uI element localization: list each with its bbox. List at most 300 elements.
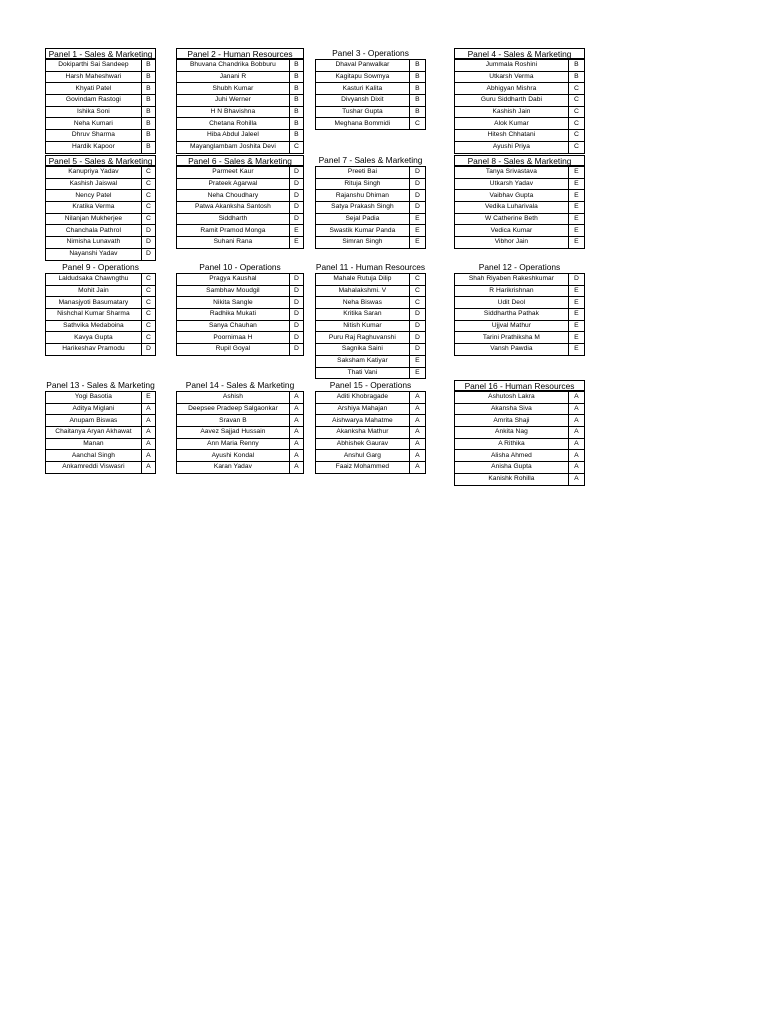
table-row (316, 237, 426, 249)
candidate-name-cell[interactable]: R Harikrishnan (455, 285, 569, 297)
slot-cell[interactable]: D (289, 167, 303, 179)
table-row (177, 118, 304, 130)
candidate-name-cell[interactable]: Dhruv Sharma (46, 130, 142, 142)
candidate-name-cell[interactable]: Neha Choudhary (177, 190, 290, 202)
table-row (316, 274, 426, 286)
table-row (316, 213, 426, 225)
panel-title: Panel 11 - Human Resources (315, 262, 426, 272)
candidate-name-cell[interactable]: Chanchala Pathrol (46, 225, 142, 237)
slot-cell[interactable]: E (409, 237, 425, 249)
slot-cell[interactable]: C (568, 130, 584, 142)
slot-cell[interactable]: A (568, 415, 584, 427)
slot-cell[interactable]: A (289, 392, 303, 404)
slot-cell[interactable]: B (409, 83, 425, 95)
slot-cell[interactable]: B (289, 83, 303, 95)
candidate-name-cell[interactable]: Swastik Kumar Panda (316, 225, 410, 237)
candidate-name-cell[interactable]: Vedika Luharivala (455, 202, 569, 214)
panel-table (45, 59, 156, 154)
candidate-name-cell[interactable]: Tanya Srivastava (455, 167, 569, 179)
candidate-name-cell[interactable]: Nimisha Lunavath (46, 237, 142, 249)
slot-cell[interactable]: A (409, 403, 425, 415)
panel-title: Panel 10 - Operations (199, 262, 281, 272)
candidate-name-cell[interactable]: Harsh Maheshwari (46, 71, 142, 83)
slot-cell[interactable]: B (289, 71, 303, 83)
slot-cell[interactable]: D (409, 320, 425, 332)
candidate-name-cell[interactable]: Meghana Bommidi (316, 118, 410, 130)
candidate-name-cell[interactable]: Divyansh Dixit (316, 95, 410, 107)
panel-title: Panel 5 - Sales & Marketing (45, 155, 156, 166)
table-row (455, 60, 585, 72)
candidate-name-cell[interactable]: Akansha Siva (455, 403, 569, 415)
candidate-name-cell[interactable]: Rituja Singh (316, 178, 410, 190)
panel-14 (176, 380, 304, 474)
candidate-name-cell[interactable]: Arshiya Mahajan (316, 403, 410, 415)
panel-title: Panel 16 - Human Resources (454, 380, 585, 391)
candidate-name-cell[interactable]: Ashutosh Lakra (455, 392, 569, 404)
slot-cell[interactable]: B (289, 95, 303, 107)
candidate-name-cell[interactable]: Prateek Agarwal (177, 178, 290, 190)
candidate-name-cell[interactable]: Kanupriya Yadav (46, 167, 142, 179)
candidate-name-cell[interactable]: Nayanshi Yadav (46, 248, 142, 260)
candidate-name-cell[interactable]: Manasjyoti Basumatary (46, 297, 142, 309)
candidate-name-cell[interactable]: Alok Kumar (455, 118, 569, 130)
candidate-name-cell[interactable]: Juhi Werner (177, 95, 290, 107)
candidate-name-cell[interactable]: Rupil Goyal (177, 344, 290, 356)
slot-cell[interactable]: B (568, 60, 584, 72)
slot-cell[interactable]: E (409, 355, 425, 367)
table-row (455, 202, 585, 214)
candidate-name-cell[interactable]: H N Bhavishna (177, 106, 290, 118)
table-row (316, 71, 426, 83)
table-row (316, 392, 426, 404)
panel-9 (45, 262, 156, 356)
slot-cell[interactable]: D (409, 344, 425, 356)
slot-cell[interactable]: D (409, 332, 425, 344)
slot-cell[interactable]: C (141, 285, 155, 297)
slot-cell[interactable]: E (409, 225, 425, 237)
candidate-name-cell[interactable]: Pragya Kaushal (177, 274, 290, 286)
slot-cell[interactable]: D (289, 285, 303, 297)
candidate-name-cell[interactable]: Vedica Kumar (455, 225, 569, 237)
slot-cell[interactable]: D (409, 202, 425, 214)
candidate-name-cell[interactable]: Yogi Basotia (46, 392, 142, 404)
slot-cell[interactable]: D (289, 344, 303, 356)
table-row (316, 367, 426, 379)
table-row (316, 285, 426, 297)
slot-cell[interactable]: A (141, 450, 155, 462)
candidate-name-cell[interactable]: Ayushi Priya (455, 141, 569, 153)
candidate-name-cell[interactable]: Kashish Jain (455, 106, 569, 118)
slot-cell[interactable]: E (568, 309, 584, 321)
slot-cell[interactable]: D (289, 309, 303, 321)
candidate-name-cell[interactable]: Simran Singh (316, 237, 410, 249)
candidate-name-cell[interactable]: Dhaval Panwalkar (316, 60, 410, 72)
table-row (316, 450, 426, 462)
candidate-name-cell[interactable]: Sathvika Medaboina (46, 320, 142, 332)
candidate-name-cell[interactable]: Mahalakshmi. V (316, 285, 410, 297)
panel-table (454, 59, 585, 154)
candidate-name-cell[interactable]: Radhika Mukati (177, 309, 290, 321)
panel-title: Panel 13 - Sales & Marketing (46, 380, 155, 390)
slot-cell[interactable]: A (141, 427, 155, 439)
candidate-name-cell[interactable]: Tushar Gupta (316, 106, 410, 118)
candidate-name-cell[interactable]: Ann Maria Renny (177, 438, 290, 450)
table-row (177, 462, 304, 474)
candidate-name-cell[interactable]: Ankita Nag (455, 427, 569, 439)
slot-cell[interactable]: E (568, 167, 584, 179)
candidate-name-cell[interactable]: Kavya Gupta (46, 332, 142, 344)
slot-cell[interactable]: A (289, 462, 303, 474)
table-row (46, 71, 156, 83)
panel-table (176, 273, 304, 356)
candidate-name-cell[interactable]: Vansh Pawdia (455, 344, 569, 356)
table-row (177, 309, 304, 321)
table-row (455, 392, 585, 404)
table-row (455, 274, 585, 286)
candidate-name-cell[interactable]: Anisha Gupta (455, 462, 569, 474)
candidate-name-cell[interactable]: Neha Biswas (316, 297, 410, 309)
candidate-name-cell[interactable]: Mayanglambam Joshita Devi (177, 141, 290, 153)
slot-cell[interactable]: B (568, 71, 584, 83)
candidate-name-cell[interactable]: Preeti Bai (316, 167, 410, 179)
slot-cell[interactable]: C (141, 297, 155, 309)
table-row (46, 190, 156, 202)
table-row (455, 285, 585, 297)
candidate-name-cell[interactable]: Ramit Pramod Monga (177, 225, 290, 237)
candidate-name-cell[interactable]: Aavez Sajjad Hussain (177, 427, 290, 439)
slot-cell[interactable]: E (409, 213, 425, 225)
slot-cell[interactable]: B (409, 95, 425, 107)
slot-cell[interactable]: D (141, 225, 155, 237)
table-row (455, 130, 585, 142)
candidate-name-cell[interactable]: Poornimaa H (177, 332, 290, 344)
slot-cell[interactable]: D (289, 190, 303, 202)
slot-cell[interactable]: A (141, 462, 155, 474)
candidate-name-cell[interactable]: Amrita Shaji (455, 415, 569, 427)
slot-cell[interactable]: B (141, 141, 155, 153)
slot-cell[interactable]: E (568, 237, 584, 249)
slot-cell[interactable]: B (409, 71, 425, 83)
slot-cell[interactable]: C (141, 202, 155, 214)
candidate-name-cell[interactable]: A Rithika (455, 438, 569, 450)
panel-table (315, 391, 426, 474)
candidate-name-cell[interactable]: Jummala Roshini (455, 60, 569, 72)
slot-cell[interactable]: C (568, 141, 584, 153)
candidate-name-cell[interactable]: Guru Siddharth Dabi (455, 95, 569, 107)
slot-cell[interactable]: C (409, 297, 425, 309)
slot-cell[interactable]: D (289, 274, 303, 286)
candidate-name-cell[interactable]: Deepsee Pradeep Salgaonkar (177, 403, 290, 415)
slot-cell[interactable]: A (289, 403, 303, 415)
slot-cell[interactable]: A (289, 450, 303, 462)
slot-cell[interactable]: E (409, 367, 425, 379)
candidate-name-cell[interactable]: Anupam Biswas (46, 415, 142, 427)
slot-cell[interactable]: D (409, 309, 425, 321)
candidate-name-cell[interactable]: Thati Vani (316, 367, 410, 379)
candidate-name-cell[interactable]: Sanya Chauhan (177, 320, 290, 332)
candidate-name-cell[interactable]: Alisha Ahmed (455, 450, 569, 462)
candidate-name-cell[interactable]: Sravan B (177, 415, 290, 427)
slot-cell[interactable]: A (409, 450, 425, 462)
candidate-name-cell[interactable]: Nency Patel (46, 190, 142, 202)
table-row (455, 95, 585, 107)
candidate-name-cell[interactable]: Kanishk Rohilla (455, 473, 569, 485)
slot-cell[interactable]: D (141, 248, 155, 260)
slot-cell[interactable]: B (141, 106, 155, 118)
table-row (46, 309, 156, 321)
table-row (455, 190, 585, 202)
candidate-name-cell[interactable]: Rajanshu Dhiman (316, 190, 410, 202)
slot-cell[interactable]: A (568, 473, 584, 485)
candidate-name-cell[interactable]: Aishwarya Mahatme (316, 415, 410, 427)
candidate-name-cell[interactable]: Sambhav Moudgil (177, 285, 290, 297)
slot-cell[interactable]: A (568, 403, 584, 415)
slot-cell[interactable]: B (289, 106, 303, 118)
slot-cell[interactable]: A (289, 415, 303, 427)
slot-cell[interactable]: A (568, 392, 584, 404)
table-row (455, 332, 585, 344)
candidate-name-cell[interactable]: Ishika Soni (46, 106, 142, 118)
slot-cell[interactable]: B (141, 130, 155, 142)
candidate-name-cell[interactable]: Neha Kumari (46, 118, 142, 130)
slot-cell[interactable]: B (409, 106, 425, 118)
candidate-name-cell[interactable]: Shah Riyaben Rakeshkumar (455, 274, 569, 286)
table-row (316, 309, 426, 321)
slot-cell[interactable]: D (289, 332, 303, 344)
candidate-name-cell[interactable]: Hitesh Chhatani (455, 130, 569, 142)
slot-cell[interactable]: E (568, 213, 584, 225)
slot-cell[interactable]: C (141, 213, 155, 225)
slot-cell[interactable]: C (141, 320, 155, 332)
slot-cell[interactable]: C (568, 118, 584, 130)
candidate-name-cell[interactable]: Aditi Khobragade (316, 392, 410, 404)
slot-cell[interactable]: E (568, 332, 584, 344)
slot-cell[interactable]: A (409, 392, 425, 404)
slot-cell[interactable]: C (141, 309, 155, 321)
slot-cell[interactable]: A (568, 450, 584, 462)
slot-cell[interactable]: B (409, 60, 425, 72)
slot-cell[interactable]: A (141, 403, 155, 415)
slot-cell[interactable]: A (141, 415, 155, 427)
slot-cell[interactable]: E (141, 392, 155, 404)
slot-cell[interactable]: B (141, 60, 155, 72)
slot-cell[interactable]: E (289, 225, 303, 237)
table-row (46, 320, 156, 332)
slot-cell[interactable]: D (409, 167, 425, 179)
slot-cell[interactable]: E (568, 344, 584, 356)
candidate-name-cell[interactable]: Patwa Akanksha Santosh (177, 202, 290, 214)
slot-cell[interactable]: C (141, 190, 155, 202)
slot-cell[interactable]: C (409, 274, 425, 286)
slot-cell[interactable]: C (568, 106, 584, 118)
table-row (177, 106, 304, 118)
slot-cell[interactable]: A (409, 462, 425, 474)
slot-cell[interactable]: D (141, 344, 155, 356)
candidate-name-cell[interactable]: Siddharth (177, 213, 290, 225)
slot-cell[interactable]: B (141, 95, 155, 107)
slot-cell[interactable]: E (568, 297, 584, 309)
candidate-name-cell[interactable]: Hiba Abdul Jaleel (177, 130, 290, 142)
slot-cell[interactable]: D (409, 190, 425, 202)
table-row (455, 83, 585, 95)
candidate-name-cell[interactable]: Akanksha Mathur (316, 427, 410, 439)
slot-cell[interactable]: B (289, 130, 303, 142)
slot-cell[interactable]: A (141, 438, 155, 450)
candidate-name-cell[interactable]: Tarini Prathiksha M (455, 332, 569, 344)
candidate-name-cell[interactable]: Faaiz Mohammed (316, 462, 410, 474)
slot-cell[interactable]: A (568, 427, 584, 439)
candidate-name-cell[interactable]: Satya Prakash Singh (316, 202, 410, 214)
table-row (46, 462, 156, 474)
panel-title: Panel 8 - Sales & Marketing (454, 155, 585, 166)
slot-cell[interactable]: E (289, 237, 303, 249)
table-row (177, 60, 304, 72)
table-row (46, 237, 156, 249)
candidate-name-cell[interactable]: Kritika Saran (316, 309, 410, 321)
panel-7 (315, 155, 426, 249)
candidate-name-cell[interactable]: Ashish (177, 392, 290, 404)
candidate-name-cell[interactable]: Vibhor Jain (455, 237, 569, 249)
candidate-name-cell[interactable]: Kashish Jaiswal (46, 178, 142, 190)
slot-cell[interactable]: A (289, 427, 303, 439)
slot-cell[interactable]: D (289, 178, 303, 190)
candidate-name-cell[interactable]: Mohit Jain (46, 285, 142, 297)
slot-cell[interactable]: C (409, 118, 425, 130)
slot-cell[interactable]: A (568, 462, 584, 474)
candidate-name-cell[interactable]: Saksham Katiyar (316, 355, 410, 367)
candidate-name-cell[interactable]: Parmeet Kaur (177, 167, 290, 179)
slot-cell[interactable]: E (568, 285, 584, 297)
slot-cell[interactable]: B (141, 83, 155, 95)
candidate-name-cell[interactable]: Mahale Rutuja Dilip (316, 274, 410, 286)
slot-cell[interactable]: A (568, 438, 584, 450)
slot-cell[interactable]: A (409, 415, 425, 427)
candidate-name-cell[interactable]: Abhigyan Mishra (455, 83, 569, 95)
candidate-name-cell[interactable]: Ayushi Kondal (177, 450, 290, 462)
candidate-name-cell[interactable]: Nishchal Kumar Sharma (46, 309, 142, 321)
slot-cell[interactable]: E (568, 225, 584, 237)
slot-cell[interactable]: E (568, 320, 584, 332)
candidate-name-cell[interactable]: Kagitapu Sowmya (316, 71, 410, 83)
slot-cell[interactable]: E (568, 202, 584, 214)
candidate-name-cell[interactable]: Suhani Rana (177, 237, 290, 249)
candidate-name-cell[interactable]: Anshul Garg (316, 450, 410, 462)
slot-cell[interactable]: D (289, 213, 303, 225)
candidate-name-cell[interactable]: Khyati Patel (46, 83, 142, 95)
candidate-name-cell[interactable]: Nikita Sangle (177, 297, 290, 309)
candidate-name-cell[interactable]: Puru Raj Raghuvanshi (316, 332, 410, 344)
slot-cell[interactable]: A (289, 438, 303, 450)
slot-cell[interactable]: D (289, 320, 303, 332)
slot-cell[interactable]: C (568, 95, 584, 107)
slot-cell[interactable]: D (289, 297, 303, 309)
candidate-name-cell[interactable]: Hardik Kapoor (46, 141, 142, 153)
slot-cell[interactable]: E (568, 178, 584, 190)
candidate-name-cell[interactable]: Utkarsh Yadav (455, 178, 569, 190)
slot-cell[interactable]: C (141, 332, 155, 344)
panel-title: Panel 1 - Sales & Marketing (45, 48, 156, 59)
candidate-name-cell[interactable]: Karan Yadav (177, 462, 290, 474)
table-row (177, 95, 304, 107)
slot-cell[interactable]: D (141, 237, 155, 249)
candidate-name-cell[interactable]: Shubh Kumar (177, 83, 290, 95)
panel-8 (454, 155, 585, 249)
table-row (455, 450, 585, 462)
candidate-name-cell[interactable]: Harikeshav Pramodu (46, 344, 142, 356)
candidate-name-cell[interactable]: Dokiparthi Sai Sandeep (46, 60, 142, 72)
candidate-name-cell[interactable]: Manan (46, 438, 142, 450)
slot-cell[interactable]: D (409, 178, 425, 190)
candidate-name-cell[interactable]: Chaitanya Aryan Akhawat (46, 427, 142, 439)
candidate-name-cell[interactable]: Kratika Verma (46, 202, 142, 214)
slot-cell[interactable]: C (409, 285, 425, 297)
slot-cell[interactable]: D (289, 202, 303, 214)
slot-cell[interactable]: D (568, 274, 584, 286)
slot-cell[interactable]: C (141, 167, 155, 179)
table-row (46, 83, 156, 95)
candidate-name-cell[interactable]: Govindam Rastogi (46, 95, 142, 107)
table-row (46, 427, 156, 439)
candidate-name-cell[interactable]: Ankamreddi Viswasri (46, 462, 142, 474)
candidate-name-cell[interactable]: Sagnika Saini (316, 344, 410, 356)
table-row (455, 309, 585, 321)
slot-cell[interactable]: E (568, 190, 584, 202)
table-row (46, 438, 156, 450)
panel-title: Panel 14 - Sales & Marketing (185, 380, 295, 390)
candidate-name-cell[interactable]: Utkarsh Verma (455, 71, 569, 83)
table-row (46, 285, 156, 297)
table-row (316, 106, 426, 118)
slot-cell[interactable]: B (141, 118, 155, 130)
candidate-name-cell[interactable]: Chetana Rohilla (177, 118, 290, 130)
panel-table (315, 273, 426, 379)
table-row (316, 95, 426, 107)
slot-cell[interactable]: C (141, 178, 155, 190)
slot-cell[interactable]: A (409, 427, 425, 439)
table-row (46, 274, 156, 286)
candidate-name-cell[interactable]: Laldudsaka Chawngthu (46, 274, 142, 286)
candidate-name-cell[interactable]: Janani R (177, 71, 290, 83)
candidate-name-cell[interactable]: Nilanjan Mukherjee (46, 213, 142, 225)
panel-table (176, 391, 304, 474)
candidate-name-cell[interactable]: W Catherine Beth (455, 213, 569, 225)
panel-table (176, 59, 304, 154)
table-row (46, 225, 156, 237)
candidate-name-cell[interactable]: Aanchal Singh (46, 450, 142, 462)
slot-cell[interactable]: B (289, 118, 303, 130)
slot-cell[interactable]: C (568, 83, 584, 95)
candidate-name-cell[interactable]: Aditya Miglani (46, 403, 142, 415)
slot-cell[interactable]: B (289, 60, 303, 72)
slot-cell[interactable]: B (141, 71, 155, 83)
candidate-name-cell[interactable]: Sejal Padia (316, 213, 410, 225)
candidate-name-cell[interactable]: Ujjval Mathur (455, 320, 569, 332)
slot-cell[interactable]: A (409, 438, 425, 450)
candidate-name-cell[interactable]: Siddhartha Pathak (455, 309, 569, 321)
panel-table (176, 166, 304, 249)
candidate-name-cell[interactable]: Kasturi Kalita (316, 83, 410, 95)
table-row (46, 392, 156, 404)
candidate-name-cell[interactable]: Bhuvana Chandrika Bobburu (177, 60, 290, 72)
slot-cell[interactable]: C (289, 141, 303, 153)
candidate-name-cell[interactable]: Udit Deol (455, 297, 569, 309)
table-row (177, 450, 304, 462)
table-row (177, 202, 304, 214)
candidate-name-cell[interactable]: Nitish Kumar (316, 320, 410, 332)
candidate-name-cell[interactable]: Abhishek Gaurav (316, 438, 410, 450)
candidate-name-cell[interactable]: Vaibhav Gupta (455, 190, 569, 202)
slot-cell[interactable]: C (141, 274, 155, 286)
